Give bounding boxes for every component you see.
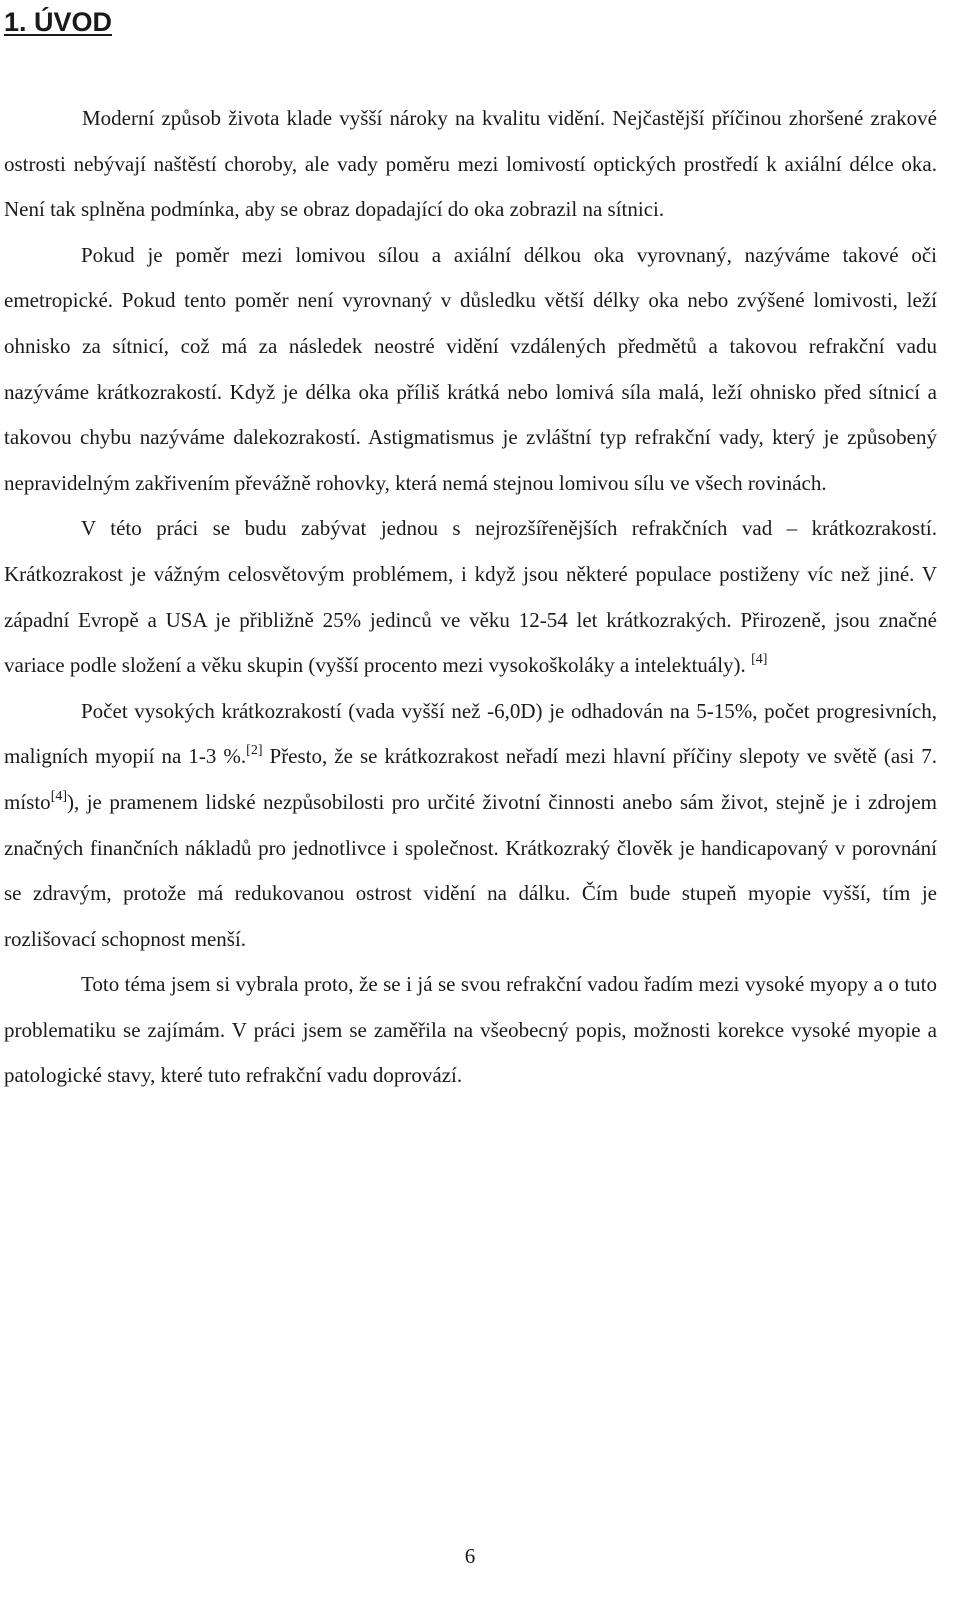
chapter-heading: 1. ÚVOD [4, 7, 113, 37]
paragraph-high-myopia-text-1: Počet vysokých krátkozrakostí (vada vyšší než -6,0D) je odhadován na 5-15%, počet progresivních, maligních myopií na 1-3 %. [4, 698, 937, 769]
citation-ref: [4] [751, 652, 768, 668]
paragraph-high-myopia-text-3: ), je pramenem lidské nezpůsobilosti pro určité životní činnosti anebo sám život, stejně je i zdrojem značných finančních nákladů pro jednotlivce i společnost. Krátkozraký člověk je handicapovaný v porovnání se zdravým, protože má redukovanou ostrost vidění na dálku. Čím bude stupeň myopie vyšší, tím je rozlišovací schopnost menší. [4, 789, 937, 951]
paragraph-high-myopia-text-2: Přesto, že se krátkozrakost neřadí mezi hlavní příčiny slepoty ve světě (asi 7. místo [4, 744, 937, 814]
paragraph-motivation [4, 962, 937, 1099]
paragraph-motivation-text: Toto téma jsem si vybrala proto, že se i já se svou refrakční vadou řadím mezi vysoké myopy a o tuto problematiku se zajímám. V práci jsem se zaměřila na všeobecný popis, možnosti korekce vysoké myopie a patologické stavy, které tuto refrakční vadu doprovází. [4, 972, 937, 1088]
paragraph-intro-text: Moderní způsob života klade vyšší nároky na kvalitu vidění. Nejčastější příčinou zhoršené zrakové ostrosti nebývají naštěstí choroby, ale vady poměru mezi lomivostí optických prostředí k axiální délce oka. Není tak splněna podmínka, aby se obraz dopadající do oka zobrazil na sítnici. [4, 106, 937, 222]
paragraph-refractive-errors-text: Pokud je poměr mezi lomivou sílou a axiální délkou oka vyrovnaný, nazýváme takové oči emetropické. Pokud tento poměr není vyrovnaný v důsledku větší délky oka nebo zvýšené lomivosti, leží ohnisko za sítnicí, což má za následek neostré vidění vzdálených předmětů a takovou refrakční vadu nazýváme krátkozrakostí. Když je délka oka příliš krátká nebo lomivá síla malá, leží ohnisko před sítnicí a takovou chybu nazýváme dalekozrakostí. Astigmatismus je zvláštní typ refrakční vady, který je způsobený nepravidelným zakřivením převážně rohovky, která nemá stejnou lomivou sílu ve všech rovinách. [4, 242, 937, 495]
paragraph-refractive-errors [4, 233, 937, 507]
chapter-body [4, 96, 937, 1099]
citation-ref: [2] [246, 743, 263, 759]
paragraph-high-myopia [4, 689, 937, 963]
citation-ref: [4] [50, 788, 68, 804]
page-number: 6 [464, 1544, 476, 1568]
paragraph-myopia-prevalence-text: V této práci se budu zabývat jednou s nejrozšířenějších refrakčních vad – krátkozrakostí. Krátkozrakost je vážným celosvětovým problémem, i když jsou některé populace postiženy víc než jiné. V západní Evropě a USA je přibližně 25% jedinců ve věku 12-54 let krátkozrakých. Přirozeně, jsou značné variace podle složení a věku skupin (vyšší procento mezi vysokoškoláky a intelektuály). [4, 516, 937, 678]
paragraph-intro [4, 96, 937, 233]
paragraph-myopia-prevalence [4, 506, 937, 688]
